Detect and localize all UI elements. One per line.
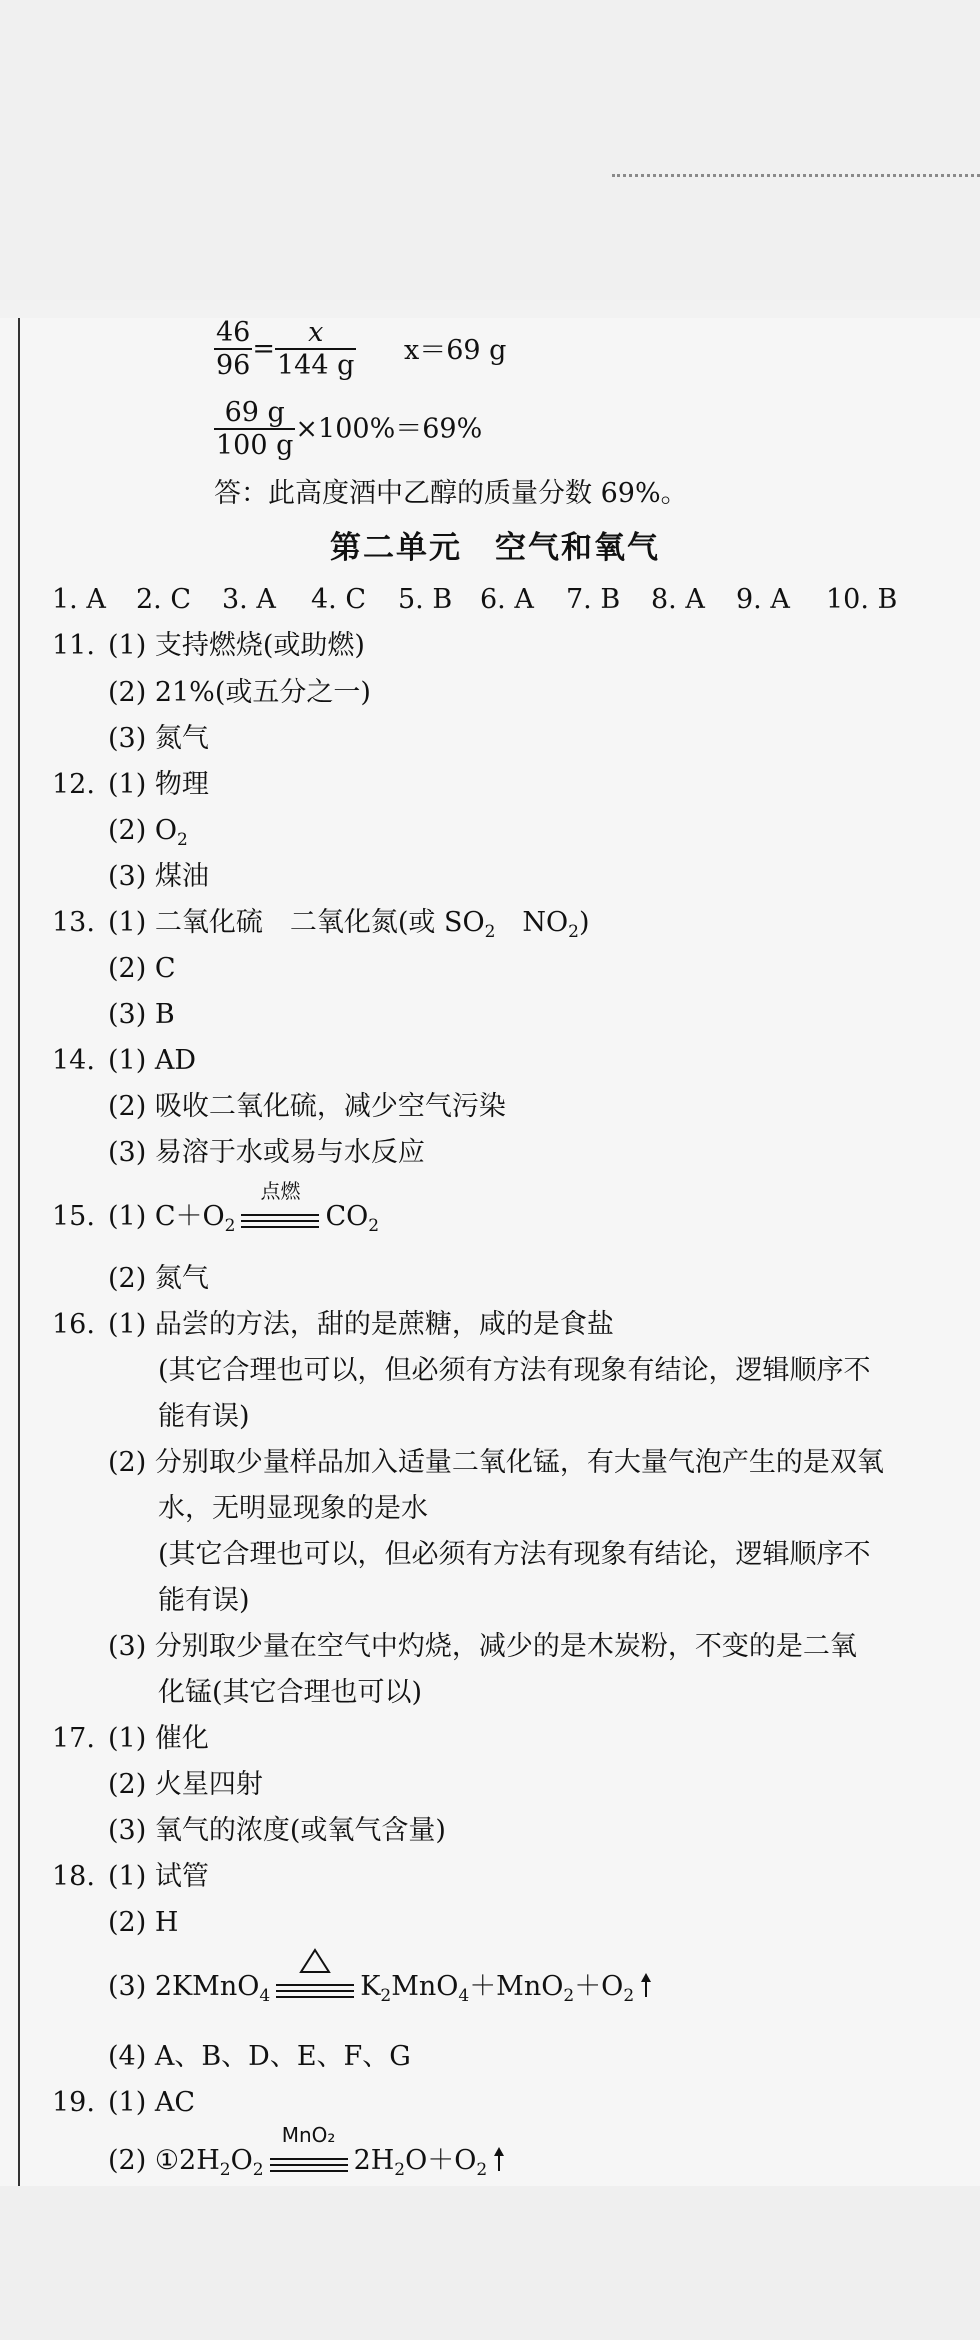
question-number: 18. xyxy=(52,1861,95,1892)
q17-answer-3: (3) 氧气的浓度(或氧气含量) xyxy=(108,1815,446,1846)
q16-answer-2b: 水，无明显现象的是水 xyxy=(158,1493,428,1524)
q13-answer-1: (1) 二氧化硫 二氧化氮(或 $SO_2$ $NO_2$) xyxy=(108,907,590,942)
mcq-answer-5: 5. B xyxy=(398,584,453,615)
q15-equation: (1) $C+O_2$ 点燃 $CO_2$ xyxy=(108,1179,380,1236)
q19-equation: (2) $①2H_2O_2$ MnO₂ $2H_2O+O_2$ xyxy=(108,2144,505,2181)
q18-equation: (3) 2KMnO$_4$ $K_2MnO_4+MnO_2+O_2$ xyxy=(108,1970,652,2007)
q16-note-2a: (其它合理也可以，但必须有方法有现象有结论，逻辑顺序不 xyxy=(158,1539,871,1570)
mcq-answer-10: 10. B xyxy=(826,584,898,615)
heat-triangle-icon xyxy=(299,1948,331,1974)
q11-answer-1: (1) 支持燃烧(或助燃) xyxy=(108,630,365,661)
question-number: 13. xyxy=(52,907,95,938)
q16-note-1a: (其它合理也可以，但必须有方法有现象有结论，逻辑顺序不 xyxy=(158,1355,871,1386)
unit-title: 第二单元 空气和氧气 xyxy=(330,530,660,566)
q19-answer-1: (1) AC xyxy=(108,2087,195,2118)
percentage-equation: $\frac{69 g}{100 g}$ ×100%＝69% xyxy=(216,397,483,461)
question-number: 11. xyxy=(52,630,95,661)
question-number: 14. xyxy=(52,1045,95,1076)
q14-answer-1: (1) AD xyxy=(108,1045,196,1076)
q11-answer-2: (2) 21%(或五分之一) xyxy=(108,677,371,708)
q13-answer-2: (2) C xyxy=(108,953,176,984)
mcq-answer-8: 8. A xyxy=(651,584,705,615)
q17-answer-1: (1) 催化 xyxy=(108,1723,209,1754)
q16-note-1b: 能有误) xyxy=(158,1401,250,1432)
q11-answer-3: (3) 氮气 xyxy=(108,723,209,754)
proportion-equation: $\frac{46}{96}$ = $\frac{x}{144 g}$ xyxy=(216,317,355,381)
calc-answer: 答：此高度酒中乙醇的质量分数 69%。 xyxy=(214,478,688,509)
mcq-answer-4: 4. C xyxy=(311,584,367,615)
gas-arrow-icon xyxy=(640,1973,652,1997)
q18-answer-1: (1) 试管 xyxy=(108,1861,209,1892)
reaction-condition-sign: MnO₂ xyxy=(270,2144,348,2178)
question-number: 17. xyxy=(52,1723,95,1754)
q14-answer-2: (2) 吸收二氧化硫，减少空气污染 xyxy=(108,1091,506,1122)
fraction-69-100: $\frac{69 g}{100 g}$ xyxy=(216,397,294,461)
q12-answer-3: (3) 煤油 xyxy=(108,861,209,892)
question-number: 19. xyxy=(52,2087,95,2118)
fraction-46-96: $\frac{46}{96}$ xyxy=(216,317,251,381)
x-result: x＝69 g xyxy=(404,335,507,366)
q16-answer-2a: (2) 分别取少量样品加入适量二氧化锰，有大量气泡产生的是双氧 xyxy=(108,1447,884,1478)
question-number: 12. xyxy=(52,769,95,800)
q12-answer-1: (1) 物理 xyxy=(108,769,209,800)
mcq-answer-3: 3. A xyxy=(222,584,276,615)
mcq-answer-6: 6. A xyxy=(480,584,534,615)
q13-answer-3: (3) B xyxy=(108,999,175,1030)
question-number: 16. xyxy=(52,1309,95,1340)
mcq-answer-1: 1. A xyxy=(52,584,106,615)
q15-answer-2: (2) 氮气 xyxy=(108,1263,209,1294)
mcq-answer-7: 7. B xyxy=(566,584,621,615)
reaction-condition-sign: 点燃 xyxy=(241,1200,319,1234)
q16-note-2b: 能有误) xyxy=(158,1585,250,1616)
q16-answer-3a: (3) 分别取少量在空气中灼烧，减少的是木炭粉，不变的是二氧 xyxy=(108,1631,857,1662)
gas-arrow-icon xyxy=(493,2147,505,2171)
q18-answer-2: (2) H xyxy=(108,1907,179,1938)
q14-answer-3: (3) 易溶于水或易与水反应 xyxy=(108,1137,425,1168)
reaction-condition-sign xyxy=(276,1970,354,2004)
q16-answer-3b: 化锰(其它合理也可以) xyxy=(158,1677,423,1708)
question-number: 15. xyxy=(52,1201,95,1232)
q16-answer-1: (1) 品尝的方法，甜的是蔗糖，咸的是食盐 xyxy=(108,1309,614,1340)
fraction-x-144: $\frac{x}{144 g}$ xyxy=(276,317,355,381)
q12-answer-2: (2) $O_2$ xyxy=(108,815,188,850)
mcq-answer-9: 9. A xyxy=(736,584,790,615)
q18-answer-4: (4) A、B、D、E、F、G xyxy=(108,2041,411,2072)
mcq-answer-2: 2. C xyxy=(136,584,192,615)
q17-answer-2: (2) 火星四射 xyxy=(108,1769,263,1800)
